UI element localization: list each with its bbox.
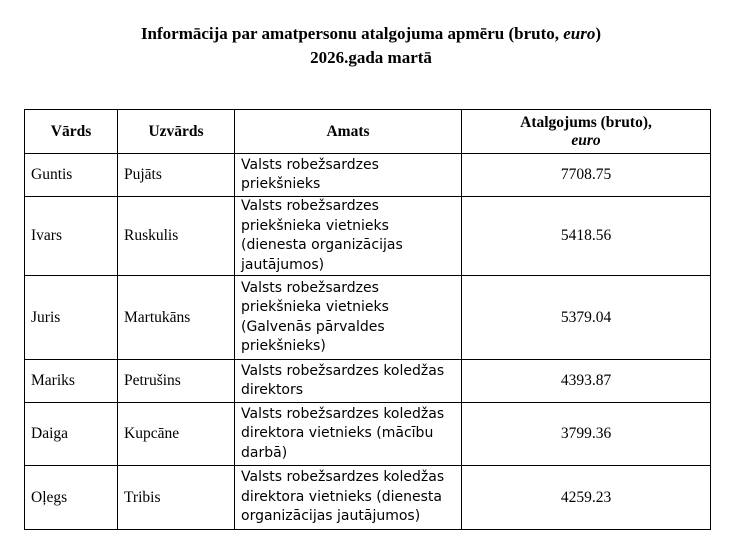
header-name: Vārds	[25, 110, 118, 154]
cell-position: Valsts robežsardzes priekšnieka vietnieks (Galvenās pārvaldes priekšnieks)	[235, 276, 462, 360]
table-header-row	[25, 110, 711, 154]
cell-name: Mariks	[25, 360, 118, 403]
title-line-1-close: )	[595, 24, 602, 43]
cell-surname: Kupcāne	[118, 403, 235, 466]
cell-surname: Pujāts	[118, 154, 235, 197]
table-row	[25, 197, 711, 276]
table-row	[25, 466, 711, 530]
cell-name: Daiga	[25, 403, 118, 466]
cell-salary: 3799.36	[462, 403, 711, 466]
cell-surname: Tribis	[118, 466, 235, 530]
cell-salary: 4393.87	[462, 360, 711, 403]
title-line-2: 2026.gada martā	[310, 48, 432, 67]
cell-name: Oļegs	[25, 466, 118, 530]
table-row	[25, 154, 711, 197]
table-row	[25, 276, 711, 360]
cell-position: Valsts robežsardzes koledžas direktors	[235, 360, 462, 403]
header-salary	[462, 110, 711, 154]
cell-salary: 4259.23	[462, 466, 711, 530]
table-row	[25, 360, 711, 403]
header-surname: Uzvārds	[118, 110, 235, 154]
header-salary-line-1: Atalgojums (bruto),	[520, 113, 652, 131]
title-line-1	[0, 22, 742, 46]
cell-salary: 5418.56	[462, 197, 711, 276]
cell-position: Valsts robežsardzes priekšnieka vietnieks (dienesta organizācijas jautājumos)	[235, 197, 462, 276]
cell-name: Ivars	[25, 197, 118, 276]
title-currency: euro	[563, 24, 596, 43]
cell-salary: 7708.75	[462, 154, 711, 197]
header-position: Amats	[235, 110, 462, 154]
cell-surname: Ruskulis	[118, 197, 235, 276]
cell-name: Juris	[25, 276, 118, 360]
table-row	[25, 403, 711, 466]
header-salary-line-2: euro	[571, 131, 601, 149]
cell-surname: Petrušins	[118, 360, 235, 403]
title-line-1-text: Informācija par amatpersonu atalgojuma apmēru (bruto,	[140, 24, 564, 43]
cell-surname: Martukāns	[118, 276, 235, 360]
cell-position: Valsts robežsardzes priekšnieks	[235, 154, 462, 197]
salary-table	[24, 109, 711, 530]
cell-position: Valsts robežsardzes koledžas direktora vietnieks (mācību darbā)	[235, 403, 462, 466]
cell-salary: 5379.04	[462, 276, 711, 360]
cell-position: Valsts robežsardzes koledžas direktora vietnieks (dienesta organizācijas jautājumos)	[235, 466, 462, 530]
cell-name: Guntis	[25, 154, 118, 197]
document-title	[0, 22, 742, 70]
